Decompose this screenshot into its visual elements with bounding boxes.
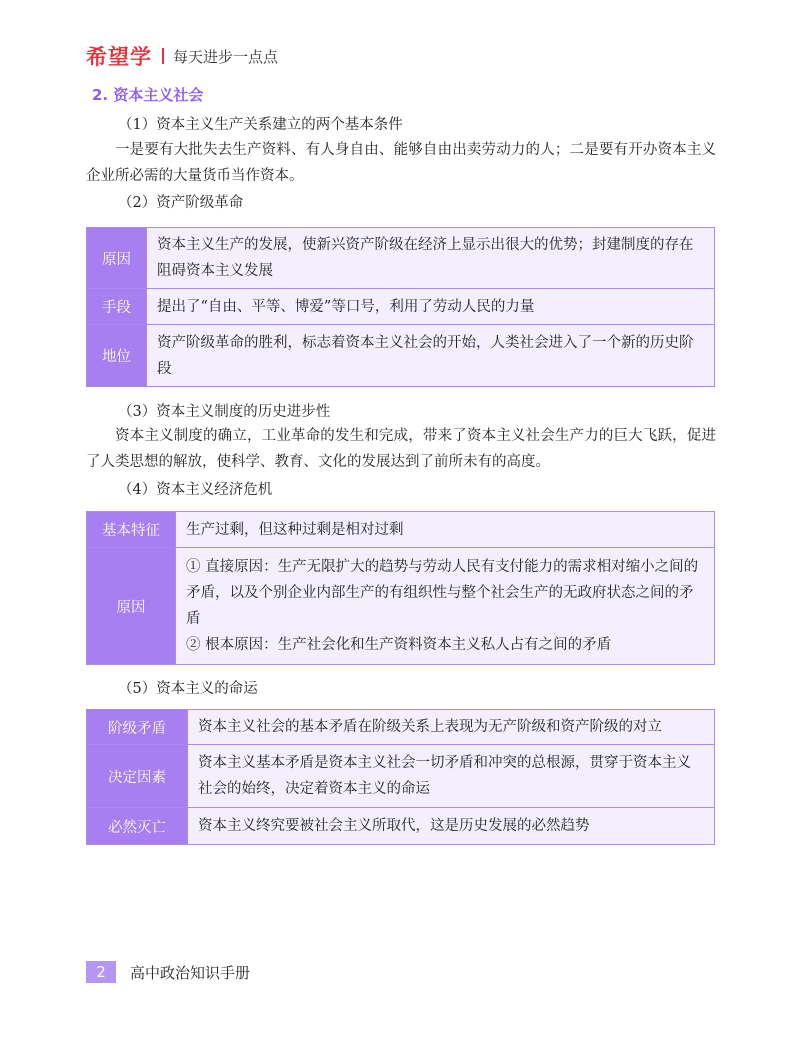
table-row (87, 325, 715, 387)
subsection-1-title: （1）资本主义生产关系建立的两个基本条件 (118, 117, 403, 133)
row-label: 必然灭亡 (87, 808, 188, 845)
subsection-3-text: 资本主义制度的确立，工业革命的发生和完成，带来了资本主义社会生产力的巨大飞跃，促进了人类思想的解放，使科学、教育、文化的发展达到了前所未有的高度。 (86, 428, 716, 470)
subsection-2-title: （2）资产阶级革命 (118, 195, 244, 211)
subsection-5-title: （5）资本主义的命运 (118, 681, 258, 697)
row-content: 资产阶级革命的胜利，标志着资本主义社会的开始，人类社会进入了一个新的历史阶段 (147, 325, 715, 387)
table-row (87, 228, 715, 289)
row-content: 资本主义终究要被社会主义所取代，这是历史发展的必然趋势 (188, 808, 715, 845)
row-label: 地位 (87, 325, 147, 387)
page-number: 2 (86, 961, 116, 983)
subsection-3-title: （3）资本主义制度的历史进步性 (118, 404, 331, 420)
table-row (87, 548, 715, 665)
header-divider (162, 48, 164, 64)
row-content: 资本主义基本矛盾是资本主义社会一切矛盾和冲突的总根源，贯穿于资本主义社会的始终，决定着资本主义的命运 (188, 745, 715, 808)
root-cause-text: ② 根本原因：生产社会化和生产资料资本主义私人占有之间的矛盾 (186, 637, 612, 653)
table-row (87, 289, 715, 325)
table-row (87, 808, 715, 845)
bourgeois-revolution-table (86, 227, 715, 387)
capitalism-fate-table (86, 709, 715, 845)
row-label: 基本特征 (87, 512, 176, 548)
section-title: 2. 资本主义社会 (92, 86, 204, 104)
row-label: 原因 (87, 228, 147, 289)
row-label: 决定因素 (87, 745, 188, 808)
economic-crisis-table (86, 511, 715, 665)
row-content: 生产过剩，但这种过剩是相对过剩 (176, 512, 715, 548)
table-row (87, 710, 715, 745)
header-slogan: 每天进步一点点 (173, 47, 279, 66)
row-label: 手段 (87, 289, 147, 325)
row-content: 提出了“自由、平等、博爱”等口号，利用了劳动人民的力量 (147, 289, 715, 325)
direct-cause-text: ① 直接原因：生产无限扩大的趋势与劳动人民有支付能力的需求相对缩小之间的矛盾，以及个别企业内部生产的有组织性与整个社会生产的无政府状态之间的矛盾 (186, 559, 699, 627)
subsection-4-title: （4）资本主义经济危机 (118, 482, 273, 498)
row-label: 阶级矛盾 (87, 710, 188, 745)
row-content: 资本主义生产的发展，使新兴资产阶级在经济上显示出很大的优势；封建制度的存在阻碍资本主义发展 (147, 228, 715, 289)
row-label: 原因 (87, 548, 176, 665)
page-footer (86, 961, 250, 983)
table-row (87, 745, 715, 808)
row-content (176, 548, 715, 665)
subsection-1-text: 一是要有大批失去生产资料、有人身自由、能够自由出卖劳动力的人；二是要有开办资本主义企业所必需的大量货币当作资本。 (86, 142, 716, 184)
page-header (86, 42, 278, 70)
row-content: 资本主义社会的基本矛盾在阶级关系上表现为无产阶级和资产阶级的对立 (188, 710, 715, 745)
book-title: 高中政治知识手册 (130, 963, 251, 982)
table-row (87, 512, 715, 548)
brand-logo: 希望学 (86, 45, 152, 69)
